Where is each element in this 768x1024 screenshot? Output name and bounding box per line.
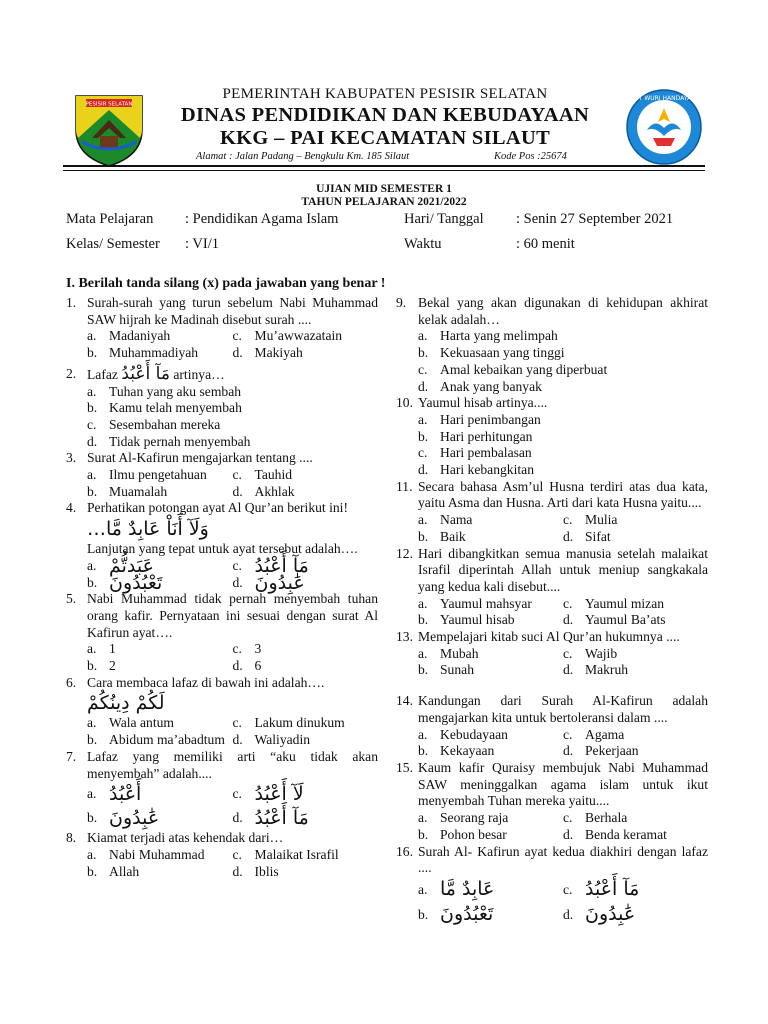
day-label: Hari/ Tanggal: [404, 211, 484, 227]
question-text: Surah Al- Kafirun ayat kedua diakhiri dengan lafaz ....: [418, 843, 708, 876]
option-c[interactable]: c. لَآ أَعْبُدُ: [232, 783, 304, 806]
header-department: DINAS PENDIDIKAN DAN KEBUDAYAAN: [180, 104, 590, 126]
option-d[interactable]: d. Pekerjaan: [563, 743, 639, 759]
question-text: Yaumul hisab artinya....: [418, 395, 548, 411]
option-b[interactable]: b. Allah: [87, 863, 140, 879]
option-b[interactable]: b. Kamu telah menyembah: [87, 400, 242, 416]
option-c[interactable]: c. Sesembahan mereka: [87, 416, 221, 432]
option-d[interactable]: d. Hari kebangkitan: [418, 462, 534, 478]
option-d[interactable]: d. Benda keramat: [563, 826, 667, 842]
class-label: Kelas/ Semester: [66, 236, 160, 252]
option-d[interactable]: d. 6: [232, 658, 262, 674]
header-kkg: KKG – PAI KECAMATAN SILAUT: [219, 127, 551, 149]
question-text: Perhatikan potongan ayat Al Qur’an berikut ini!: [87, 500, 348, 516]
option-c[interactable]: c. Agama: [563, 726, 625, 742]
option-d[interactable]: d. Yaumul Ba’ats: [563, 612, 666, 628]
option-d[interactable]: d. عَٰبِدُونَ: [563, 902, 636, 925]
option-a[interactable]: a. Harta yang melimpah: [418, 328, 558, 344]
option-d[interactable]: d. Waliyadin: [232, 732, 311, 748]
option-a[interactable]: a. Tuhan yang aku sembah: [87, 383, 242, 399]
option-b[interactable]: b. Pohon besar: [418, 826, 507, 842]
option-c[interactable]: c. Mu’awwazatain: [232, 328, 343, 344]
question-5: 5. Nabi Muhammad tidak pernah menyembah tuhan orang kafir. Pernyataan ini sesuai dengan surat Al Kafirun ayat…. a. 1 c. 3 b. 2 d. 6: [66, 591, 378, 674]
option-c[interactable]: c. مَآ أَعْبُدُ: [232, 554, 309, 577]
question-6: 6. Cara membaca lafaz di bawah ini adalah…. لَكُمْ دِينُكُمْ a. Wala antum c. Lakum dinukum b. Abidum ma’abadtum d. Waliyadin: [66, 675, 378, 749]
subject-value: : Pendidikan Agama Islam: [185, 211, 339, 227]
question-12: 12. Hari dibangkitkan semua manusia setelah malaikat Israfil diperintah Allah untuk meniup sangkakala yang kedua kali disebut.... a. Yaumul mahsyar c. Yaumul mizan b. Yaumul hisab d. Yaumul Ba’ats: [396, 545, 708, 628]
arabic-verse: وَلَآ أَنَاْ عَابِدٌ مَّا…: [87, 518, 209, 541]
option-c[interactable]: c. 3: [232, 641, 262, 657]
option-b[interactable]: b. تَعْبُدُونَ: [87, 571, 163, 594]
option-c[interactable]: c. Lakum dinukum: [232, 715, 345, 731]
option-a[interactable]: a. Seorang raja: [418, 810, 509, 826]
option-b[interactable]: b. Baik: [418, 528, 466, 544]
option-a[interactable]: a. Nama: [418, 512, 473, 528]
arabic-verse: لَكُمْ دِينُكُمْ: [87, 692, 165, 715]
question-3: 3. Surat Al-Kafirun mengajarkan tentang .... a. Ilmu pengetahuan c. Tauhid b. Muamalah d. Akhlak: [66, 450, 378, 500]
left-logo-text: PESISIR SELATAN: [85, 101, 133, 108]
exam-title: UJIAN MID SEMESTER 1: [316, 183, 452, 195]
option-a[interactable]: a. عَابِدٌ مَّا: [418, 877, 495, 900]
question-text: Kiamat terjadi atas kehendak dari…: [87, 830, 284, 846]
option-b[interactable]: b. عَٰبِدُونَ: [87, 807, 160, 830]
option-a[interactable]: a. Madaniyah: [87, 328, 171, 344]
option-b[interactable]: b. Yaumul hisab: [418, 612, 515, 628]
option-d[interactable]: d. Makiyah: [232, 345, 303, 361]
header-rule-thin: [63, 170, 705, 171]
class-value: : VI/1: [185, 236, 219, 252]
option-c[interactable]: c. Berhala: [563, 810, 628, 826]
option-b[interactable]: b. Muamalah: [87, 483, 168, 499]
option-c[interactable]: c. Wajib: [563, 645, 618, 661]
time-value: : 60 menit: [516, 236, 575, 252]
option-d[interactable]: d. Anak yang banyak: [418, 378, 542, 394]
option-b[interactable]: b. تَعْبُدُونَ: [418, 902, 494, 925]
question-2: 2. Lafaz مَآ أَعْبُدُ artinya… a. Tuhan yang aku sembah b. Kamu telah menyembah c. Sesembahan mereka d. Tidak pernah menyembah: [66, 366, 378, 451]
question-text: Kaum kafir Quraisy membujuk Nabi Muhammad SAW meninggalkan agama islam untuk ikut menyembah Tuhan mereka yaitu....: [418, 759, 708, 809]
subject-label: Mata Pelajaran: [66, 211, 154, 227]
option-a[interactable]: a. Kebudayaan: [418, 726, 508, 742]
day-value: : Senin 27 September 2021: [516, 211, 674, 227]
question-text: Kandungan dari Surah Al-Kafirun adalah mengajarkan kita untuk bertoleransi dalam ....: [418, 693, 708, 725]
question-text: Nabi Muhammad tidak pernah menyembah tuhan orang kafir. Pernyataan ini sesuai dengan surat Al Kafirun ayat….: [87, 591, 378, 640]
right-logo-text: TUT WURI HANDAYANI: [630, 95, 698, 102]
question-9: 9. Bekal yang akan digunakan di kehidupan akhirat kelak adalah… a. Harta yang melimpah b. Kekuasaan yang tinggi c. Amal kebaikan yang diperbuat d. Anak yang banyak: [396, 295, 708, 394]
option-a[interactable]: a. أَعْبُدُ: [87, 783, 142, 806]
option-b[interactable]: b. 2: [87, 658, 116, 674]
question-text: Surat Al-Kafirun mengajarkan tentang ....: [87, 450, 313, 466]
question-text: Bekal yang akan digunakan di kehidupan akhirat kelak adalah…: [418, 295, 708, 327]
option-c[interactable]: c. Malaikat Israfil: [232, 846, 339, 862]
time-label: Waktu: [404, 236, 442, 252]
question-text: Surah-surah yang turun sebelum Nabi Muhammad SAW hijrah ke Madinah disebut surah ....: [87, 295, 378, 327]
option-a[interactable]: a. عَبَدتُّمْ: [87, 554, 154, 577]
question-8: 8. Kiamat terjadi atas kehendak dari… a. Nabi Muhammad c. Malaikat Israfil b. Allah d. Iblis: [66, 830, 378, 880]
option-d[interactable]: d. Iblis: [232, 863, 279, 879]
question-text: Cara membaca lafaz di bawah ini adalah….: [87, 674, 325, 690]
option-d[interactable]: d. Tidak pernah menyembah: [87, 433, 251, 449]
right-column: [396, 295, 708, 927]
question-10: 10. Yaumul hisab artinya.... a. Hari penimbangan b. Hari perhitungan c. Hari pembalasan d. Hari kebangkitan: [396, 395, 708, 479]
option-a[interactable]: a. Mubah: [418, 645, 479, 661]
option-b[interactable]: b. Abidum ma’abadtum: [87, 732, 225, 748]
arabic-text: مَآ أَعْبُدُ: [121, 363, 170, 384]
question-1: 1. Surah-surah yang turun sebelum Nabi Muhammad SAW hijrah ke Madinah disebut surah .... a. Madaniyah c. Mu’awwazatain b. Muhammadiyah d. Makiyah: [66, 295, 378, 361]
question-14: 14. Kandungan dari Surah Al-Kafirun adalah mengajarkan kita untuk bertoleransi dalam .... a. Kebudayaan c. Agama b. Kekayaan d. Pekerjaan: [396, 693, 708, 759]
option-d[interactable]: d. Makruh: [563, 662, 629, 678]
option-b[interactable]: b. Kekayaan: [418, 743, 495, 759]
option-c[interactable]: c. مَآ أَعْبُدُ: [563, 877, 640, 900]
question-4: 4. Perhatikan potongan ayat Al Qur’an berikut ini! وَلَآ أَنَاْ عَابِدٌ مَّا… Lanjutan yang tepat untuk ayat tersebut adalah…. a. عَبَدتُّمْ c. مَآ أَعْبُدُ b. تَعْبُدُونَ d. عَٰبِدُونَ: [66, 500, 378, 591]
header-government: PEMERINTAH KABUPATEN PESISIR SELATAN: [222, 86, 548, 102]
option-b[interactable]: b. Muhammadiyah: [87, 345, 199, 361]
header-rule-thick: [63, 165, 705, 167]
question-text: Hari dibangkitkan semua manusia setelah malaikat Israfil diperintah Allah untuk meniup sangkakala yang kedua kali disebut....: [418, 545, 708, 594]
question-text: Lafaz مَآ أَعْبُدُ artinya…: [87, 363, 225, 384]
option-d[interactable]: d. Akhlak: [232, 483, 295, 499]
left-column: [66, 295, 378, 880]
option-c[interactable]: c. Amal kebaikan yang diperbuat: [418, 361, 608, 377]
exam-year: TAHUN PELAJARAN 2021/2022: [301, 196, 467, 208]
question-text-continued: Lanjutan yang tepat untuk ayat tersebut adalah….: [87, 541, 358, 557]
option-b[interactable]: b. Hari perhitungan: [418, 428, 533, 444]
option-c[interactable]: c. Yaumul mizan: [563, 595, 665, 611]
question-text: Mempelajari kitab suci Al Qur’an hukumnya ....: [418, 629, 680, 645]
option-a[interactable]: a. Ilmu pengetahuan: [87, 467, 207, 483]
question-15: 15. Kaum kafir Quraisy membujuk Nabi Muhammad SAW meninggalkan agama islam untuk ikut menyembah Tuhan mereka yaitu.... a. Seorang raja c. Berhala b. Pohon besar d. Benda keramat: [396, 759, 708, 842]
option-a[interactable]: a. Nabi Muhammad: [87, 846, 205, 862]
option-a[interactable]: a. Yaumul mahsyar: [418, 595, 532, 611]
question-13: 13. Mempelajari kitab suci Al Qur’an hukumnya .... a. Mubah c. Wajib b. Sunah d. Makruh: [396, 629, 708, 679]
option-b[interactable]: b. Kekuasaan yang tinggi: [418, 345, 565, 361]
option-c[interactable]: c. Mulia: [563, 512, 618, 528]
question-text: Secara bahasa Asm’ul Husna terdiri atas dua kata, yaitu Asma dan Husna. Arti dari kata Husna yaitu....: [418, 478, 708, 511]
pesisir-selatan-logo: [70, 90, 148, 168]
header-address: Alamat : Jalan Padang – Bengkulu Km. 185 Silaut: [196, 151, 410, 162]
option-d[interactable]: d. مَآ أَعْبُدُ: [232, 807, 309, 830]
option-c[interactable]: c. Hari pembalasan: [418, 445, 532, 461]
question-16: 16. Surah Al- Kafirun ayat kedua diakhiri dengan lafaz .... a. عَابِدٌ مَّا c. مَآ أَعْبُدُ b. تَعْبُدُونَ d. عَٰبِدُونَ: [396, 843, 708, 925]
option-d[interactable]: d. Sifat: [563, 528, 611, 544]
option-a[interactable]: a. 1: [87, 641, 116, 657]
option-c[interactable]: c. Tauhid: [232, 467, 293, 483]
option-a[interactable]: a. Wala antum: [87, 715, 174, 731]
section-instruction: I. Berilah tanda silang (x) pada jawaban yang benar !: [66, 276, 386, 291]
question-7: 7. Lafaz yang memiliki arti “aku tidak akan menyembah” adalah.... a. أَعْبُدُ c. لَآ أَعْبُدُ b. عَٰبِدُونَ d. مَآ أَعْبُدُ: [66, 748, 378, 830]
question-11: 11. Secara bahasa Asm’ul Husna terdiri atas dua kata, yaitu Asma dan Husna. Arti dari kata Husna yaitu.... a. Nama c. Mulia b. Baik d. Sifat: [396, 478, 708, 544]
option-a[interactable]: a. Hari penimbangan: [418, 411, 541, 427]
option-d[interactable]: d. عَٰبِدُونَ: [232, 571, 305, 594]
option-b[interactable]: b. Sunah: [418, 662, 474, 678]
header-postal-code: Kode Pos :25674: [494, 151, 567, 162]
question-text: Lafaz yang memiliki arti “aku tidak akan menyembah” adalah....: [87, 748, 378, 781]
tut-wuri-handayani-logo: [625, 88, 703, 166]
